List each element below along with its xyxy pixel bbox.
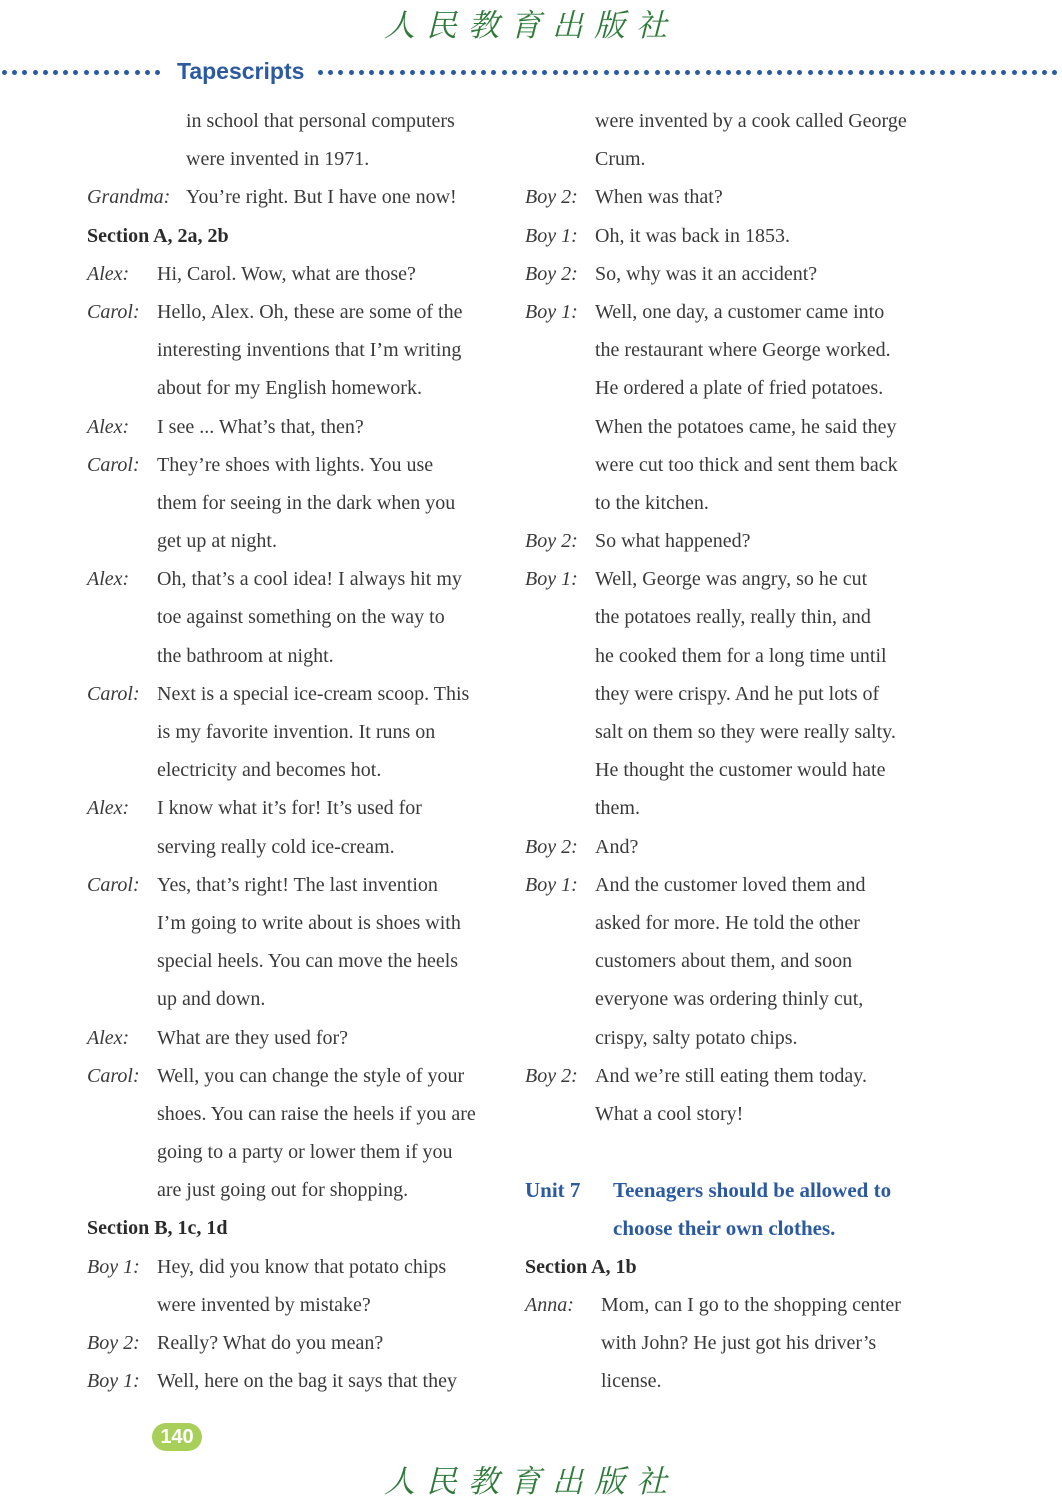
header-dot — [1022, 70, 1027, 75]
section-title: Section B, 1c, 1d — [87, 1217, 228, 1240]
header-dot — [12, 70, 17, 75]
dialogue-text: is my favorite invention. It runs on — [157, 721, 436, 743]
header-dot — [859, 70, 864, 75]
dialogue-line — [525, 980, 940, 1018]
dialogue-line — [87, 751, 507, 789]
header-dot — [43, 70, 48, 75]
header-dot — [910, 70, 915, 75]
dialogue-text: in school that personal computers — [186, 110, 455, 132]
header-dots-left — [2, 70, 164, 76]
dialogue-line — [87, 713, 507, 751]
header-dot — [338, 70, 343, 75]
dialogue-line — [87, 560, 507, 598]
header-dot — [22, 70, 27, 75]
dialogue-line — [87, 102, 507, 140]
left-column — [87, 102, 507, 1400]
dialogue-text: up and down. — [157, 988, 266, 1011]
dialogue-text: the potatoes really, really thin, and — [595, 606, 871, 629]
header-dot — [573, 70, 578, 75]
header-dot — [440, 70, 445, 75]
header-dot — [991, 70, 996, 75]
unit-heading — [525, 1171, 940, 1209]
unit-label: Unit 7 — [525, 1178, 581, 1203]
dialogue-text: Oh, it was back in 1853. — [595, 224, 790, 247]
dialogue-line — [87, 637, 507, 675]
header-dot — [563, 70, 568, 75]
section-title: Section A, 2a, 2b — [87, 224, 229, 247]
speaker-name: Boy 1: — [525, 568, 578, 591]
speaker-name: Alex: — [87, 262, 130, 285]
header-dot — [1012, 70, 1017, 75]
dialogue-line — [87, 1248, 507, 1286]
dialogue-text: serving really cold ice-cream. — [157, 835, 395, 858]
dialogue-text: he cooked them for a long time until — [595, 644, 887, 667]
dialogue-line — [87, 255, 507, 293]
speaker-name: Boy 1: — [525, 300, 578, 323]
header-dot — [145, 70, 150, 75]
dialogue-text: Mom, can I go to the shopping center — [601, 1293, 901, 1316]
header-dot — [471, 70, 476, 75]
section-heading — [87, 1209, 507, 1247]
dialogue-line — [525, 446, 940, 484]
header-dot — [63, 70, 68, 75]
dialogue-text: going to a party or lower them if you — [157, 1141, 453, 1164]
dialogue-text: license. — [601, 1370, 662, 1393]
header-dot — [899, 70, 904, 75]
header-dot — [124, 70, 129, 75]
header-dot — [389, 70, 394, 75]
speaker-name: Boy 2: — [87, 1332, 140, 1354]
dialogue-text: about for my English homework. — [157, 377, 422, 400]
dialogue-text: Hi, Carol. Wow, what are those? — [157, 262, 416, 285]
speaker-name: Grandma: — [87, 186, 171, 209]
dialogue-line — [87, 1133, 507, 1171]
header-dot — [84, 70, 89, 75]
header-dot — [135, 70, 140, 75]
header-dot — [624, 70, 629, 75]
dialogue-text: toe against something on the way to — [157, 606, 445, 629]
header-dot — [777, 70, 782, 75]
header-dot — [1032, 70, 1037, 75]
dialogue-line — [87, 866, 507, 904]
dialogue-line — [525, 484, 940, 522]
speaker-name: Alex: — [87, 1026, 130, 1049]
header-dot — [420, 70, 425, 75]
dialogue-line — [525, 637, 940, 675]
speaker-name: Carol: — [87, 453, 140, 476]
speaker-name: Boy 2: — [525, 1064, 578, 1087]
header-dot — [808, 70, 813, 75]
dialogue-text: And we’re still eating them today. — [595, 1064, 867, 1087]
header-dot — [746, 70, 751, 75]
dialogue-text: shoes. You can raise the heels if you are — [157, 1102, 476, 1125]
dialogue-line — [525, 178, 940, 216]
header-dot — [828, 70, 833, 75]
speaker-name: Boy 2: — [525, 530, 578, 553]
header-dot — [634, 70, 639, 75]
dialogue-line — [525, 560, 940, 598]
dialogue-line — [525, 140, 940, 178]
dialogue-line — [525, 293, 940, 331]
dialogue-text: them. — [595, 797, 640, 820]
section-heading — [525, 1248, 940, 1286]
header-dot — [481, 70, 486, 75]
header-dot — [940, 70, 945, 75]
dialogue-text: everyone was ordering thinly cut, — [595, 988, 864, 1011]
dialogue-line — [87, 789, 507, 827]
header-dot — [787, 70, 792, 75]
dialogue-line — [87, 1057, 507, 1095]
dialogue-text: When was that? — [595, 186, 723, 209]
header-dot — [614, 70, 619, 75]
speaker-name: Boy 2: — [525, 835, 578, 858]
speaker-name: Boy 2: — [525, 186, 578, 209]
speaker-name: Boy 1: — [525, 873, 578, 896]
dialogue-line — [525, 598, 940, 636]
header-dot — [655, 70, 660, 75]
dialogue-text: What are they used for? — [157, 1026, 349, 1049]
dialogue-text: were invented by mistake? — [157, 1293, 371, 1316]
header-dot — [726, 70, 731, 75]
dialogue-line — [87, 484, 507, 522]
header-dot — [593, 70, 598, 75]
dialogue-text: were cut too thick and sent them back — [595, 453, 898, 476]
dialogue-line — [87, 293, 507, 331]
header-dot — [542, 70, 547, 75]
header-dot — [736, 70, 741, 75]
header-dot — [757, 70, 762, 75]
dialogue-line — [525, 369, 940, 407]
speaker-name: Boy 1: — [87, 1370, 140, 1393]
dialogue-line — [87, 1019, 507, 1057]
dialogue-text: What a cool story! — [595, 1102, 744, 1125]
dialogue-text: asked for more. He told the other — [595, 911, 860, 934]
speaker-name: Boy 2: — [525, 262, 578, 285]
speaker-name: Carol: — [87, 873, 140, 896]
dialogue-text: get up at night. — [157, 530, 277, 553]
header-dot — [451, 70, 456, 75]
dialogue-text: I see ... What’s that, then? — [157, 415, 364, 438]
header-dot — [512, 70, 517, 75]
dialogue-line — [525, 751, 940, 789]
header-dot — [1052, 70, 1057, 75]
header-dot — [104, 70, 109, 75]
header-dot — [1001, 70, 1006, 75]
dialogue-text: with John? He just got his driver’s — [601, 1332, 877, 1354]
dialogue-text: were invented in 1971. — [186, 148, 370, 171]
dialogue-line — [525, 522, 940, 560]
dialogue-line — [87, 828, 507, 866]
header-dot — [379, 70, 384, 75]
header-dot — [971, 70, 976, 75]
unit-title: choose their own clothes. — [613, 1216, 836, 1241]
dialogue-line — [87, 140, 507, 178]
dialogue-line — [87, 522, 507, 560]
header-dot — [532, 70, 537, 75]
dialogue-text: Crum. — [595, 148, 646, 171]
right-column — [525, 102, 940, 1400]
dialogue-line — [525, 713, 940, 751]
dialogue-text: Hey, did you know that potato chips — [157, 1255, 447, 1278]
dialogue-line — [525, 675, 940, 713]
dialogue-text: interesting inventions that I’m writing — [157, 339, 462, 362]
dialogue-text: They’re shoes with lights. You use — [157, 453, 434, 476]
unit-heading — [525, 1209, 940, 1247]
header-dot — [502, 70, 507, 75]
header-dot — [328, 70, 333, 75]
header-dot — [767, 70, 772, 75]
dialogue-line — [525, 1324, 940, 1362]
speaker-name: Carol: — [87, 1064, 140, 1087]
dialogue-line — [87, 178, 507, 216]
dialogue-text: Well, one day, a customer came into — [595, 300, 885, 323]
dialogue-text: them for seeing in the dark when you — [157, 491, 456, 514]
header-dot — [818, 70, 823, 75]
dialogue-text: Next is a special ice-cream scoop. This — [157, 682, 470, 705]
dialogue-text: And the customer loved them and — [595, 873, 866, 896]
dialogue-line — [525, 255, 940, 293]
header-dot — [318, 70, 323, 75]
header-dot — [644, 70, 649, 75]
dialogue-line — [87, 446, 507, 484]
header-dot — [1042, 70, 1047, 75]
header-dot — [369, 70, 374, 75]
speaker-name: Boy 1: — [525, 224, 578, 247]
header-dot — [950, 70, 955, 75]
dialogue-text: Oh, that’s a cool idea! I always hit my — [157, 568, 462, 591]
header-dot — [665, 70, 670, 75]
header-dot — [73, 70, 78, 75]
dialogue-line — [525, 408, 940, 446]
header-dot — [53, 70, 58, 75]
dialogue-line — [87, 331, 507, 369]
dialogue-line — [525, 217, 940, 255]
dialogue-text: the restaurant where George worked. — [595, 339, 891, 362]
header-dot — [522, 70, 527, 75]
dialogue-text: I know what it’s for! It’s used for — [157, 797, 422, 820]
dialogue-line — [525, 1362, 940, 1400]
header-dot — [716, 70, 721, 75]
dialogue-line — [525, 942, 940, 980]
dialogue-text: Really? What do you mean? — [157, 1332, 384, 1354]
dialogue-line — [87, 408, 507, 446]
dialogue-text: customers about them, and soon — [595, 950, 853, 973]
section-heading — [87, 217, 507, 255]
header-dot — [848, 70, 853, 75]
speaker-name: Anna: — [525, 1293, 574, 1316]
header-dot — [604, 70, 609, 75]
speaker-name: Alex: — [87, 568, 130, 591]
dialogue-text: Hello, Alex. Oh, these are some of the — [157, 300, 463, 323]
dialogue-line — [87, 1171, 507, 1209]
speaker-name: Carol: — [87, 300, 140, 323]
dialogue-text: You’re right. But I have one now! — [186, 186, 457, 209]
speaker-name: Boy 1: — [87, 1255, 140, 1278]
dialogue-text: When the potatoes came, he said they — [595, 415, 897, 438]
header-dot — [920, 70, 925, 75]
dialogue-text: salt on them so they were really salty. — [595, 721, 896, 743]
dialogue-line — [525, 102, 940, 140]
header-dots-right — [318, 70, 1062, 76]
publisher-logo-bottom: 人民教育出版社 — [384, 1464, 678, 1500]
dialogue-text: Well, here on the bag it says that they — [157, 1370, 457, 1393]
header-dot — [33, 70, 38, 75]
dialogue-line — [525, 1095, 940, 1133]
page-header — [0, 58, 1062, 88]
header-dot — [114, 70, 119, 75]
dialogue-line — [525, 1286, 940, 1324]
speaker-name: Alex: — [87, 797, 130, 820]
dialogue-text: crispy, salty potato chips. — [595, 1026, 798, 1049]
dialogue-text: I’m going to write about is shoes with — [157, 911, 461, 934]
dialogue-line — [87, 904, 507, 942]
publisher-logo-top: 人民教育出版社 — [384, 8, 678, 44]
header-dot — [430, 70, 435, 75]
spacer — [525, 1133, 940, 1171]
dialogue-line — [87, 1362, 507, 1400]
dialogue-text: So, why was it an accident? — [595, 262, 818, 285]
header-dot — [359, 70, 364, 75]
header-dot — [2, 70, 7, 75]
dialogue-text: He thought the customer would hate — [595, 759, 886, 782]
header-dot — [869, 70, 874, 75]
dialogue-text: to the kitchen. — [595, 491, 709, 514]
header-dot — [889, 70, 894, 75]
header-dot — [553, 70, 558, 75]
header-dot — [685, 70, 690, 75]
dialogue-line — [87, 369, 507, 407]
dialogue-text: And? — [595, 835, 639, 858]
header-dot — [461, 70, 466, 75]
dialogue-text: they were crispy. And he put lots of — [595, 682, 880, 705]
speaker-name: Alex: — [87, 415, 130, 438]
dialogue-text: special heels. You can move the heels — [157, 950, 459, 973]
dialogue-line — [87, 598, 507, 636]
header-dot — [491, 70, 496, 75]
header-dot — [706, 70, 711, 75]
header-dot — [675, 70, 680, 75]
header-dot — [838, 70, 843, 75]
header-dot — [94, 70, 99, 75]
header-dot — [879, 70, 884, 75]
dialogue-line — [525, 1057, 940, 1095]
dialogue-text: Well, you can change the style of your — [157, 1064, 465, 1087]
dialogue-line — [87, 1095, 507, 1133]
header-dot — [155, 70, 160, 75]
dialogue-line — [525, 331, 940, 369]
dialogue-line — [87, 1286, 507, 1324]
dialogue-line — [525, 904, 940, 942]
dialogue-line — [525, 789, 940, 827]
header-dot — [349, 70, 354, 75]
dialogue-line — [87, 1324, 507, 1362]
header-title: Tapescripts — [177, 58, 305, 84]
dialogue-text: the bathroom at night. — [157, 644, 334, 667]
unit-title: Teenagers should be allowed to — [613, 1178, 892, 1203]
dialogue-text: electricity and becomes hot. — [157, 759, 382, 782]
header-dot — [961, 70, 966, 75]
header-dot — [695, 70, 700, 75]
dialogue-line — [525, 828, 940, 866]
page-number-badge: 140 — [152, 1423, 202, 1451]
header-dot — [583, 70, 588, 75]
dialogue-line — [525, 866, 940, 904]
dialogue-text: Yes, that’s right! The last invention — [157, 873, 438, 896]
header-dot — [797, 70, 802, 75]
dialogue-line — [87, 942, 507, 980]
header-dot — [930, 70, 935, 75]
section-title: Section A, 1b — [525, 1255, 637, 1278]
dialogue-text: Well, George was angry, so he cut — [595, 568, 868, 591]
header-dot — [981, 70, 986, 75]
dialogue-text: are just going out for shopping. — [157, 1179, 409, 1202]
dialogue-line — [87, 980, 507, 1018]
header-dot — [400, 70, 405, 75]
dialogue-text: He ordered a plate of fried potatoes. — [595, 377, 884, 400]
dialogue-line — [525, 1019, 940, 1057]
dialogue-text: were invented by a cook called George — [595, 110, 907, 132]
dialogue-line — [87, 675, 507, 713]
header-dot — [410, 70, 415, 75]
speaker-name: Carol: — [87, 682, 140, 705]
dialogue-text: So what happened? — [595, 530, 751, 553]
